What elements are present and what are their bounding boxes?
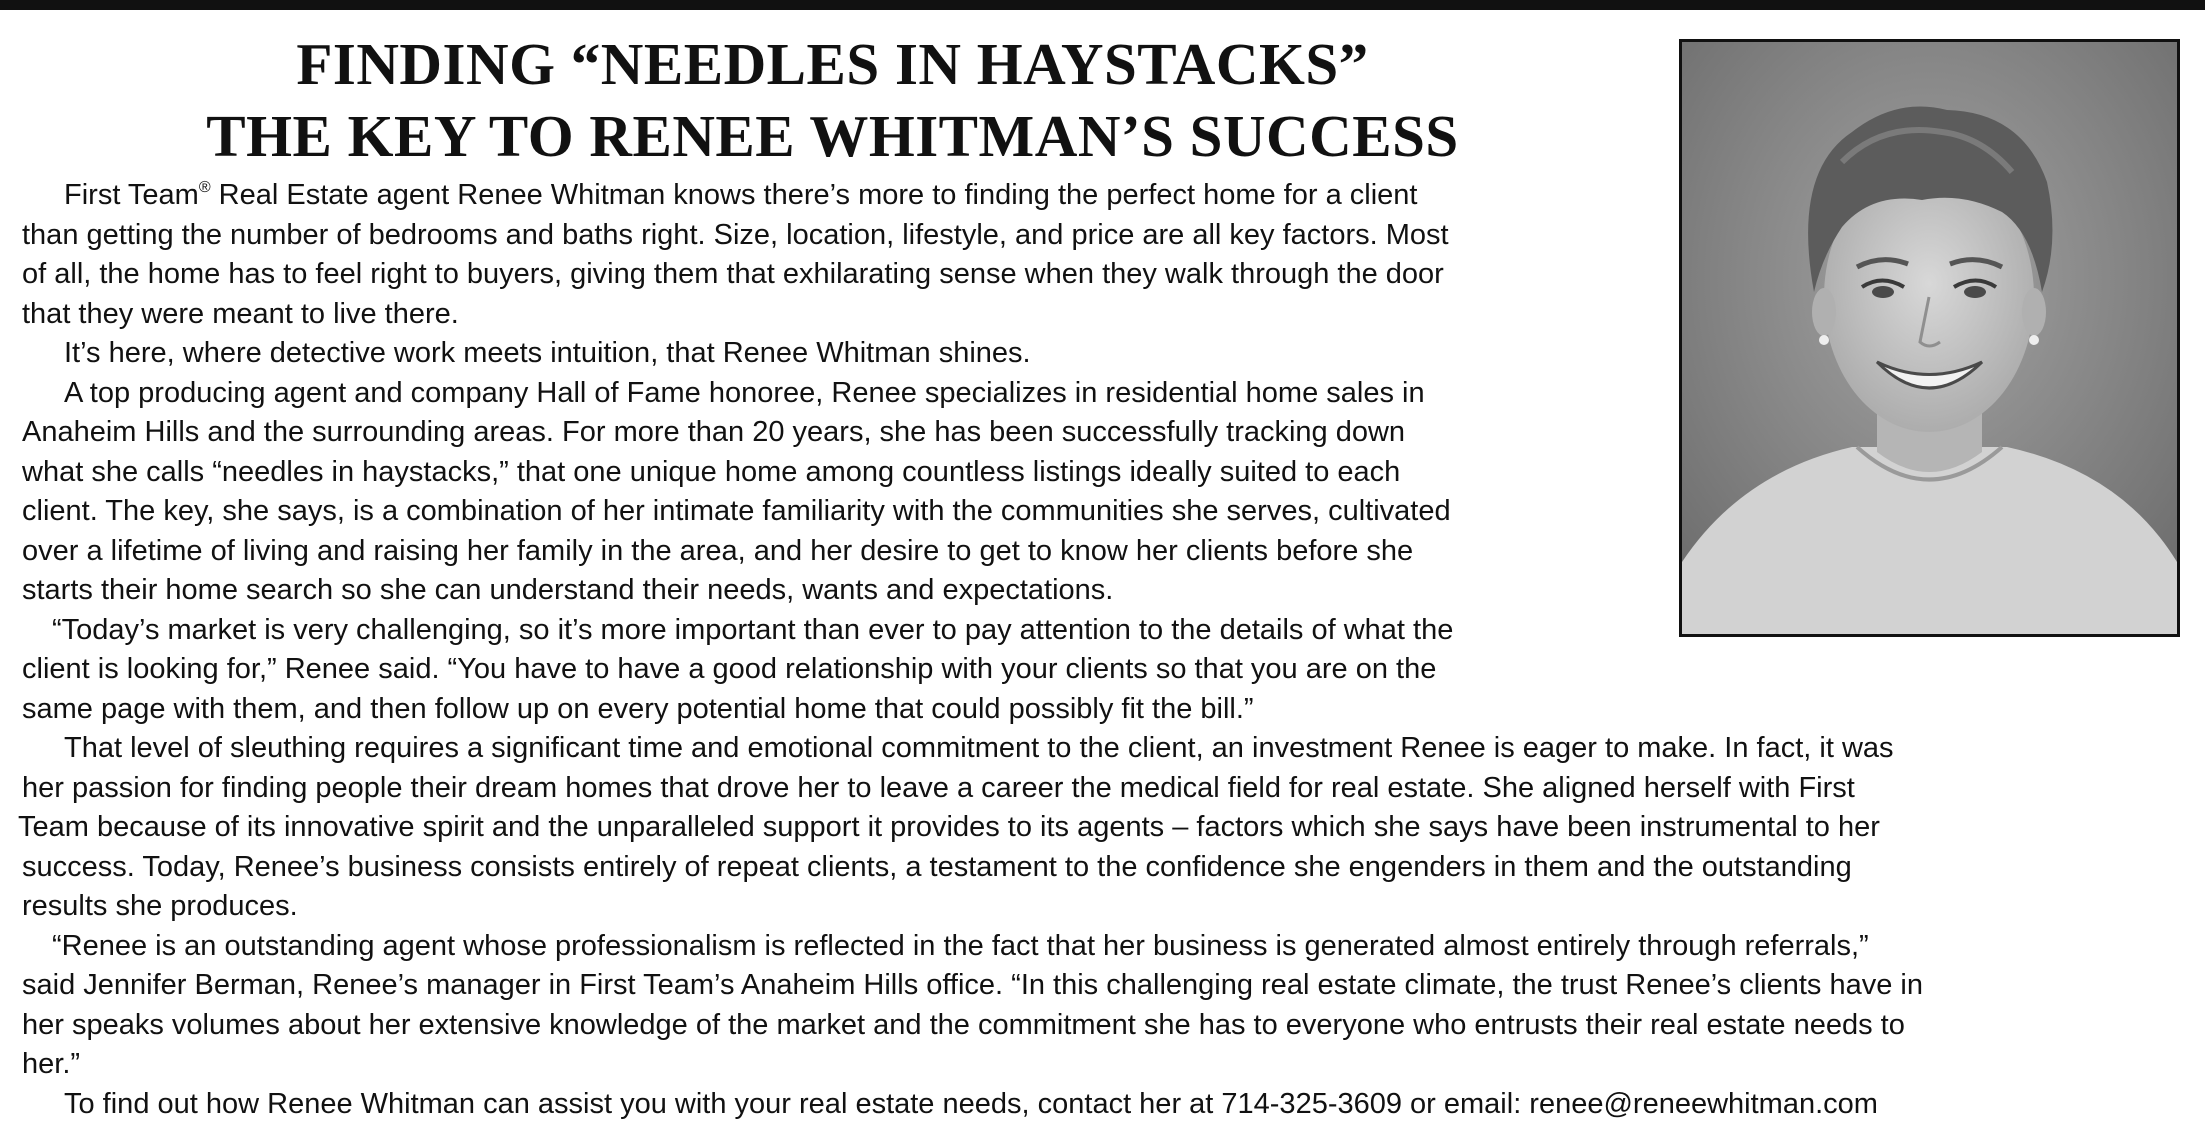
paragraph-5-line: That level of sleuthing requires a significant time and emotional commitment to the client, an investment Renee is eager to make. In fact, it was <box>22 729 1923 769</box>
paragraph-3-line: what she calls “needles in haystacks,” that one unique home among countless listings ideally suited to each <box>22 453 1923 493</box>
paragraph-1-line: of all, the home has to feel right to buyers, giving them that exhilarating sense when they walk through the door <box>22 255 1923 295</box>
contact-line: To find out how Renee Whitman can assist you with your real estate needs, contact her at 714-325-3609 or email: renee@reneewhitman.com <box>22 1085 1923 1124</box>
paragraph-1-text: Real Estate agent Renee Whitman knows there’s more to finding the perfect home for a client <box>211 179 1418 211</box>
paragraph-4-line: same page with them, and then follow up on every potential home that could possibly fit the bill.” <box>22 690 1923 730</box>
paragraph-5-line: Team because of its innovative spirit and the unparalleled support it provides to its agents – factors which she says have been instrumental to her <box>18 808 1923 848</box>
paragraph-3-line: A top producing agent and company Hall of Fame honoree, Renee specializes in residential home sales in <box>22 374 1923 414</box>
paragraph-6-line: said Jennifer Berman, Renee’s manager in First Team’s Anaheim Hills office. “In this challenging real estate climate, the trust Renee’s clients have in <box>22 966 1923 1006</box>
paragraph-6-line: her speaks volumes about her extensive knowledge of the market and the commitment she has to everyone who entrusts their real estate needs to <box>22 1006 1923 1046</box>
paragraph-1-text: First Team <box>64 179 199 211</box>
headline <box>0 28 1665 172</box>
article-body <box>22 176 1923 1124</box>
paragraph-1-line <box>22 176 1923 216</box>
paragraph-6-line: “Renee is an outstanding agent whose professionalism is reflected in the fact that her business is generated almost entirely through referrals,” <box>22 927 1923 967</box>
paragraph-1-line: than getting the number of bedrooms and baths right. Size, location, lifestyle, and price are all key factors. Most <box>22 216 1923 256</box>
headline-line-1: FINDING “NEEDLES IN HAYSTACKS” <box>0 28 1665 100</box>
paragraph-4-line: “Today’s market is very challenging, so it’s more important than ever to pay attention to the details of what the <box>22 611 1923 651</box>
paragraph-1-line: that they were meant to live there. <box>22 295 1923 335</box>
paragraph-3-line: client. The key, she says, is a combination of her intimate familiarity with the communities she serves, cultivated <box>22 492 1923 532</box>
paragraph-5-line: results she produces. <box>22 887 1923 927</box>
top-rule <box>0 0 2205 10</box>
paragraph-3-line: over a lifetime of living and raising her family in the area, and her desire to get to know her clients before she <box>22 532 1923 572</box>
registered-mark: ® <box>199 179 211 196</box>
paragraph-3-line: Anaheim Hills and the surrounding areas. For more than 20 years, she has been successfully tracking down <box>22 413 1923 453</box>
paragraph-4-line: client is looking for,” Renee said. “You have to have a good relationship with your clients so that you are on the <box>22 650 1923 690</box>
paragraph-5-line: her passion for finding people their dream homes that drove her to leave a career the medical field for real estate. She aligned herself with First <box>22 769 1923 809</box>
paragraph-6-line: her.” <box>22 1045 1923 1085</box>
paragraph-2-line: It’s here, where detective work meets intuition, that Renee Whitman shines. <box>22 334 1923 374</box>
paragraph-5-line: success. Today, Renee’s business consists entirely of repeat clients, a testament to the confidence she engenders in them and the outstanding <box>22 848 1923 888</box>
paragraph-3-line: starts their home search so she can understand their needs, wants and expectations. <box>22 571 1923 611</box>
headline-line-2: THE KEY TO RENEE WHITMAN’S SUCCESS <box>0 100 1665 172</box>
